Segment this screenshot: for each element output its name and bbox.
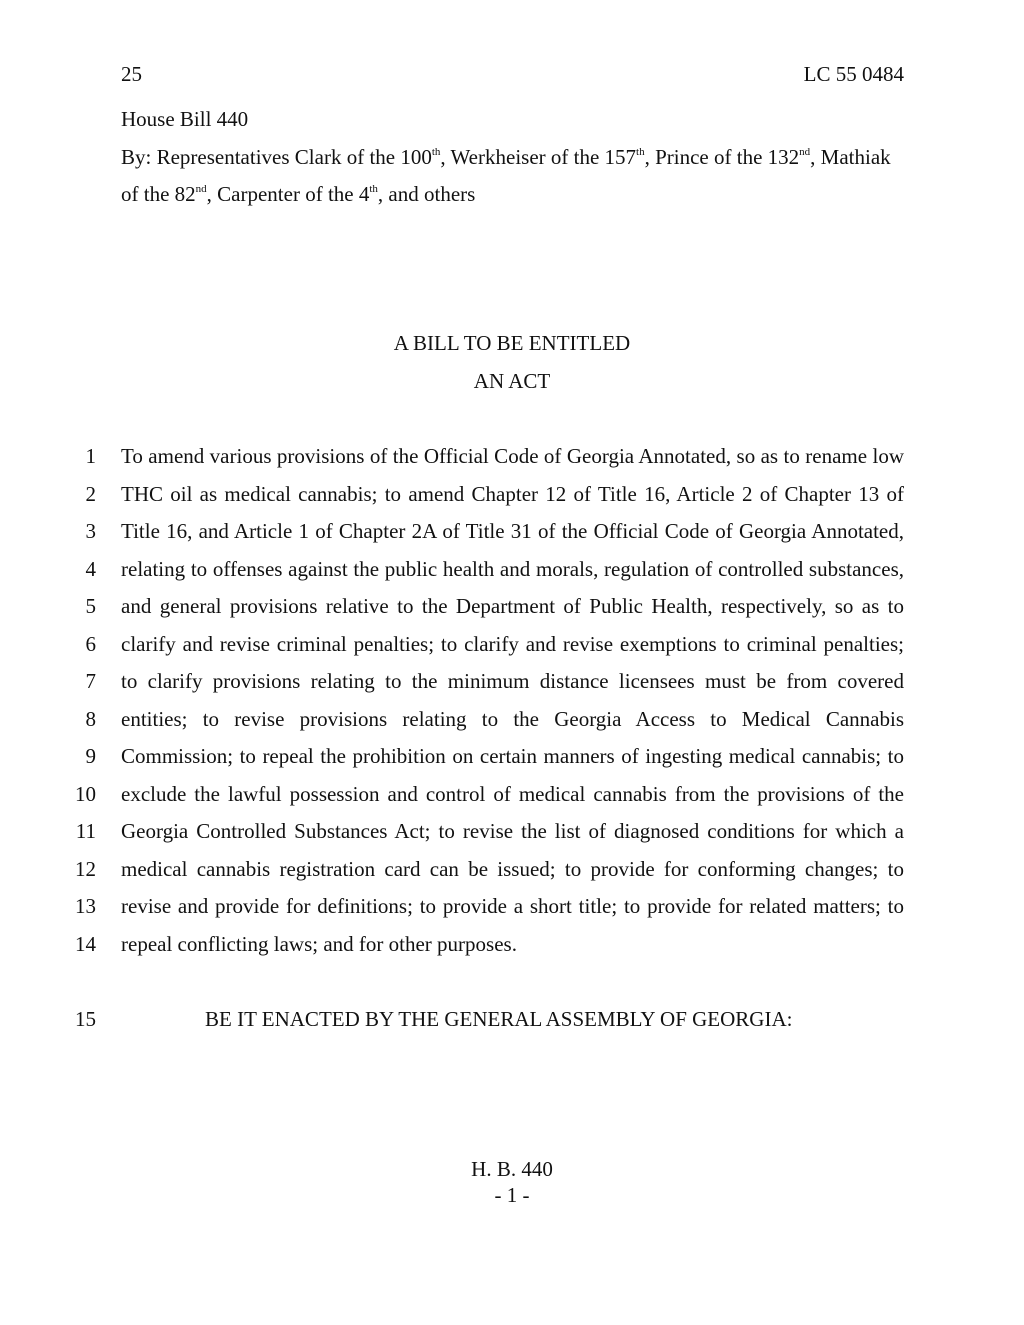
body-line: Georgia Controlled Substances Act; to revise the list of diagnosed conditions for which a xyxy=(121,819,904,843)
body-line: exclude the lawful possession and control of medical cannabis from the provisions of the xyxy=(121,782,904,806)
line-number: 15 xyxy=(75,1007,96,1031)
line-number: 12 xyxy=(75,857,96,881)
line-number: 4 xyxy=(85,557,96,581)
body-line: and general provisions relative to the Department of Public Health, respectively, so as to xyxy=(121,594,904,618)
line-number: 13 xyxy=(75,894,96,918)
line-number: 10 xyxy=(75,782,96,806)
line-number: 8 xyxy=(85,707,96,731)
body-line: entities; to revise provisions relating to the Georgia Access to Medical Cannabis xyxy=(121,707,904,731)
line-number: 5 xyxy=(85,594,96,618)
heading-an-act: AN ACT xyxy=(473,369,551,393)
bill-title: House Bill 440 xyxy=(121,107,249,131)
body-line: To amend various provisions of the Official Code of Georgia Annotated, so as to rename low xyxy=(121,444,904,468)
body-line: to clarify provisions relating to the minimum distance licensees must be from covered xyxy=(121,669,904,693)
body-line: Title 16, and Article 1 of Chapter 2A of Title 31 of the Official Code of Georgia Annotated, xyxy=(121,519,904,543)
line-number: 2 xyxy=(85,482,96,506)
body-line: repeal conflicting laws; and for other purposes. xyxy=(121,932,517,956)
line-number: 14 xyxy=(75,932,96,956)
body-line: THC oil as medical cannabis; to amend Chapter 12 of Title 16, Article 2 of Chapter 13 of xyxy=(121,482,904,506)
sponsors-line-2: of the 82nd, Carpenter of the 4th, and others xyxy=(121,182,476,206)
line-number: 1 xyxy=(85,444,96,468)
page-code: 25 xyxy=(121,62,142,86)
body-line: revise and provide for definitions; to provide a short title; to provide for related matters; to xyxy=(121,894,904,918)
line-number: 9 xyxy=(85,744,96,768)
body-line: Commission; to repeal the prohibition on certain manners of ingesting medical cannabis; to xyxy=(121,744,904,768)
sponsors-line-1: By: Representatives Clark of the 100th, Werkheiser of the 157th, Prince of the 132nd, Mathiak xyxy=(121,145,891,169)
body-line: clarify and revise criminal penalties; to clarify and revise exemptions to criminal penalties; xyxy=(121,632,904,656)
body-line: medical cannabis registration card can be issued; to provide for conforming changes; to xyxy=(121,857,904,881)
footer-bill-reference: H. B. 440 xyxy=(471,1157,553,1181)
document-code: LC 55 0484 xyxy=(803,62,904,86)
heading-bill-entitled: A BILL TO BE ENTITLED xyxy=(393,331,631,355)
line-number: 3 xyxy=(85,519,96,543)
enacting-clause: BE IT ENACTED BY THE GENERAL ASSEMBLY OF GEORGIA: xyxy=(205,1007,793,1031)
footer-page-number: - 1 - xyxy=(494,1183,530,1207)
body-line: relating to offenses against the public health and morals, regulation of controlled substances, xyxy=(121,557,904,581)
line-number: 6 xyxy=(85,632,96,656)
line-number: 11 xyxy=(75,819,96,843)
line-number: 7 xyxy=(85,669,96,693)
